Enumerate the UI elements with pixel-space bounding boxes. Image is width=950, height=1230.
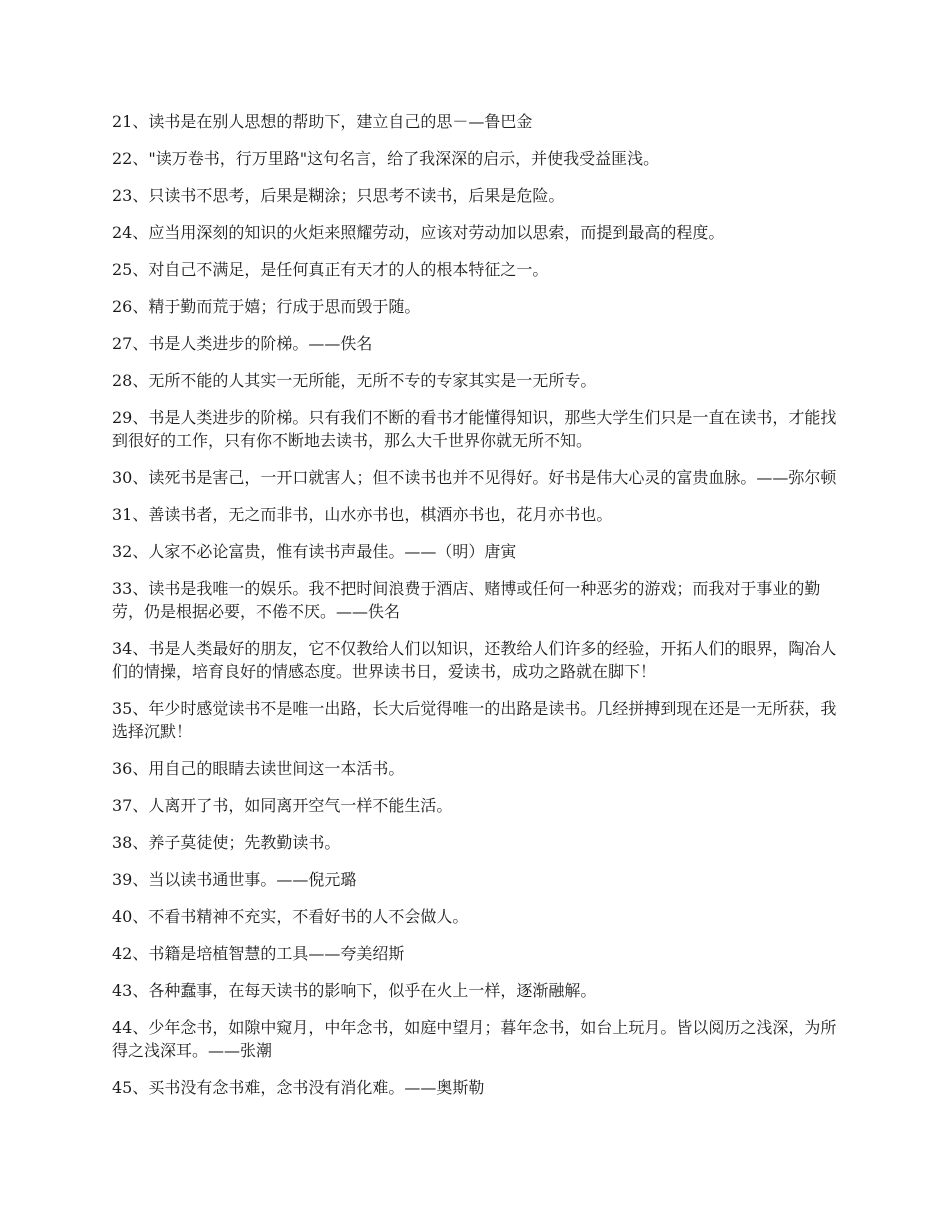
quote-item: 23、只读书不思考，后果是糊涂；只思考不读书，后果是危险。 xyxy=(112,186,565,205)
quote-item: 25、对自己不满足，是任何真正有天才的人的根本特征之一。 xyxy=(112,260,549,279)
quote-item: 36、用自己的眼睛去读世间这一本活书。 xyxy=(112,759,405,778)
quote-item: 42、书籍是培植智慧的工具——夸美绍斯 xyxy=(112,944,405,963)
quote-item: 33、读书是我唯一的娱乐。我不把时间浪费于酒店、赌博或任何一种恶劣的游戏；而我对于事业的勤劳，仍是根据必要，不倦不厌。——佚名 xyxy=(112,579,821,621)
quote-item: 28、无所不能的人其实一无所能，无所不专的专家其实是一无所专。 xyxy=(112,371,597,390)
quote-item: 43、各种蠢事，在每天读书的影响下，似乎在火上一样，逐渐融解。 xyxy=(112,981,597,1000)
quote-item: 45、买书没有念书难，念书没有消化难。——奥斯勒 xyxy=(112,1078,485,1097)
quote-item: 37、人离开了书，如同离开空气一样不能生活。 xyxy=(112,796,453,815)
quote-item: 26、精于勤而荒于嬉；行成于思而毁于随。 xyxy=(112,297,421,316)
quote-item: 40、不看书精神不充实，不看好书的人不会做人。 xyxy=(112,907,469,926)
quote-item: 27、书是人类进步的阶梯。——佚名 xyxy=(112,334,373,353)
quote-item: 32、人家不必论富贵，惟有读书声最佳。——（明）唐寅 xyxy=(112,542,517,561)
quote-item: 31、善读书者，无之而非书，山水亦书也，棋酒亦书也，花月亦书也。 xyxy=(112,505,613,524)
quote-item: 21、读书是在别人思想的帮助下，建立自己的思－—鲁巴金 xyxy=(112,112,533,131)
quote-item: 22、"读万卷书，行万里路"这句名言，给了我深深的启示，并使我受益匪浅。 xyxy=(112,149,660,168)
quote-item: 29、书是人类进步的阶梯。只有我们不断的看书才能懂得知识，那些大学生们只是一直在读书，才能找到很好的工作，只有你不断地去读书，那么大千世界你就无所不知。 xyxy=(112,408,837,450)
quote-item: 24、应当用深刻的知识的火炬来照耀劳动，应该对劳动加以思索，而提到最高的程度。 xyxy=(112,223,725,242)
quote-list xyxy=(112,110,840,1113)
quote-item: 34、书是人类最好的朋友，它不仅教给人们以知识，还教给人们许多的经验，开拓人们的眼界，陶冶人们的情操，培育良好的情感态度。世界读书日，爱读书，成功之路就在脚下！ xyxy=(112,639,837,681)
quote-item: 30、读死书是害己，一开口就害人；但不读书也并不见得好。好书是伟大心灵的富贵血脉。——弥尔顿 xyxy=(112,468,837,487)
quote-item: 39、当以读书通世事。——倪元璐 xyxy=(112,870,357,889)
quote-item: 35、年少时感觉读书不是唯一出路，长大后觉得唯一的出路是读书。几经拼搏到现在还是一无所获，我选择沉默！ xyxy=(112,699,837,741)
quote-item: 38、养子莫徒使；先教勤读书。 xyxy=(112,833,341,852)
quote-item: 44、少年念书，如隙中窥月，中年念书，如庭中望月；暮年念书，如台上玩月。皆以阅历之浅深，为所得之浅深耳。——张潮 xyxy=(112,1018,837,1060)
